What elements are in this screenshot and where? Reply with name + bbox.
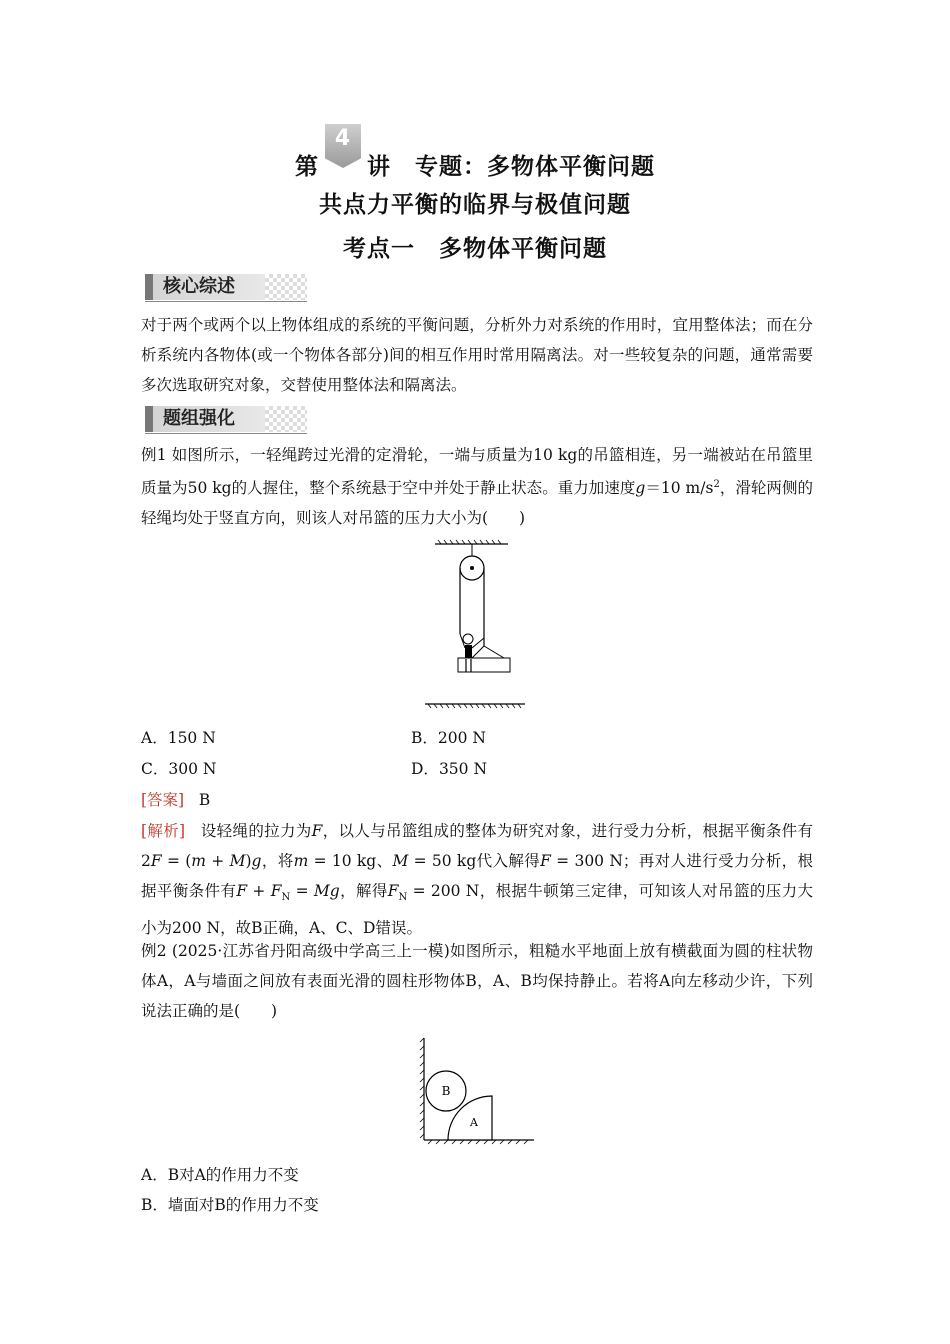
lecture-number: 4 (334, 126, 352, 151)
summary-paragraph: 对于两个或两个以上物体组成的系统的平衡问题，分析外力对系统的作用时，宜用整体法；而在分析系统内各物体(或一个物体各部分)间的相互作用时常用隔离法。对一些较复杂的问题，通常需要多次选取研究对象，交替使用整体法和隔离法。 (141, 316, 813, 394)
example2-question: 例2 (2025·江苏省丹阳高级中学高三上一模)如图所示，粗糙水平地面上放有横截面为圆的柱状物体A，A与墙面之间放有表面光滑的圆柱形物体B，A、B均保持静止。若将A向左移动少许，下列说法正确的是( ) (141, 942, 813, 1020)
cylinders-figure (418, 1036, 538, 1146)
example1-option-a: A．150 N (141, 729, 216, 747)
label-b: B (441, 1084, 451, 1098)
example1-question: 例1 如图所示，一轻绳跨过光滑的定滑轮，一端与质量为10 kg的吊篮相连，另一端被站在吊篮里质量为50 kg的人握住，整个系统悬于空中并处于静止状态。重力加速度g＝10 $m/s^2$，滑轮两侧的轻绳均处于竖直方向，则该人对吊篮的压力大小为( ) (141, 446, 813, 528)
lecture-prefix: 第 (295, 154, 319, 180)
lecture-title (0, 126, 950, 181)
section-practice-tag (141, 404, 311, 436)
answer-value: B (198, 791, 211, 809)
pulley-figure (420, 538, 530, 710)
example1-answer (141, 785, 210, 815)
example2-option-a: A．B对A的作用力不变 (141, 1166, 299, 1184)
example2-option-b: B．墙面对B的作用力不变 (141, 1196, 319, 1214)
lecture-suffix: 讲 专题：多物体平衡问题 (367, 154, 655, 180)
analysis-label: [解析] (141, 822, 186, 840)
section-practice-label: 题组强化 (163, 408, 235, 429)
example1-analysis: [解析] 设轻绳的拉力为F，以人与吊篮组成的整体为研究对象，进行受力分析，根据平衡条件有2F = (m + M)g，将m = 10 kg、M = 50 kg代入解得F = 300 N；再对人进行受力分析，根据平衡条件有$F + F_N = Mg$，解得$F_N = 200$ N，根据牛顿第三定律，可知该人对吊篮的压力大小为200 N，故B正确，A、C、D错误。 (141, 822, 813, 938)
section-core-tag (141, 272, 311, 304)
example1-option-d: D．350 N (411, 760, 488, 778)
example1-option-b: B．200 N (411, 729, 486, 747)
subtitle: 共点力平衡的临界与极值问题 (319, 192, 631, 218)
example1-label: 例1 (141, 446, 167, 464)
label-a: A (470, 1116, 478, 1129)
topic-title: 考点一 多物体平衡问题 (343, 236, 607, 262)
example1-option-c: C．300 N (141, 760, 217, 778)
section-core-label: 核心综述 (163, 276, 235, 297)
answer-label: [答案] (141, 791, 185, 809)
example2-label: 例2 (141, 942, 167, 960)
lecture-number-badge (325, 126, 361, 180)
